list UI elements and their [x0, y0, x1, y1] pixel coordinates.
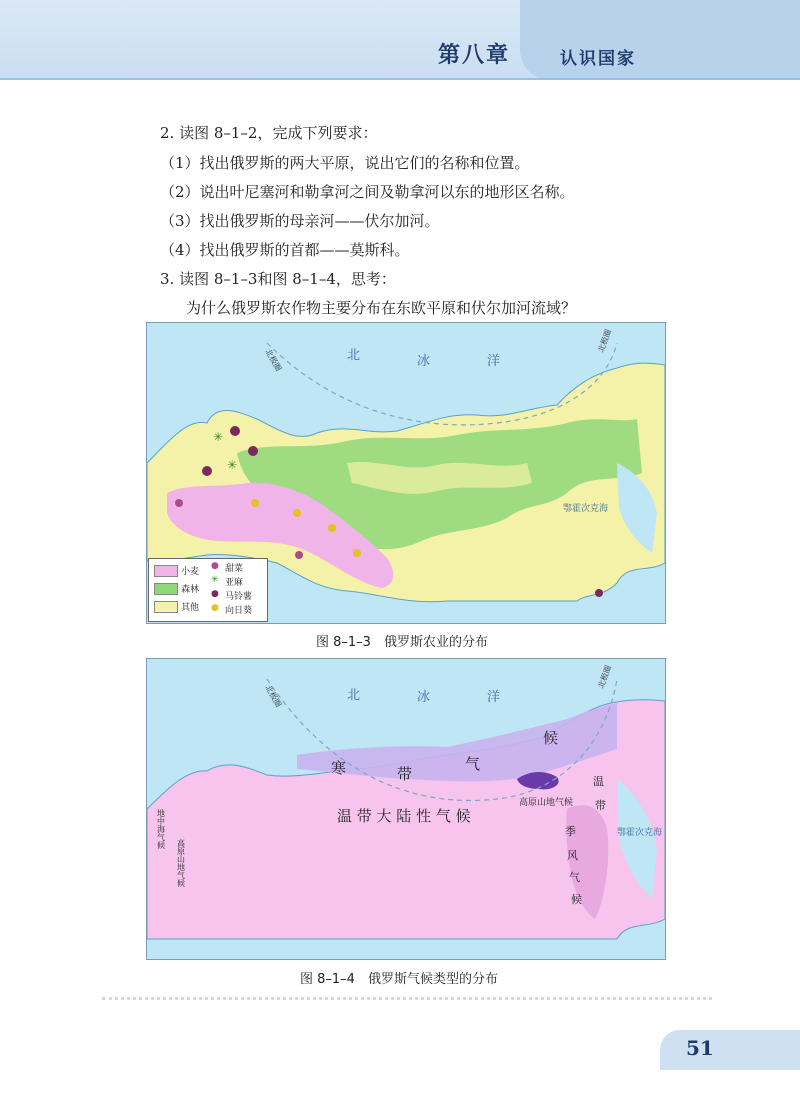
legend-label-beet: 甜菜 [225, 564, 244, 574]
label-mediterranean: 地中海气候 [156, 809, 166, 849]
legend-label-flax: 亚麻 [225, 578, 244, 588]
page-number-band [660, 1030, 800, 1070]
label-highland: 高原山地气候 [519, 798, 574, 808]
label-north: 北 [347, 348, 361, 363]
section-title: 认识国家 [560, 49, 636, 69]
legend-label-sunflower: 向日葵 [225, 606, 253, 616]
beet-icon: ● [211, 561, 219, 571]
label-monsoon-3: 季 [565, 825, 576, 838]
label-arctic-e: 北极圈 [596, 328, 614, 354]
header-divider [0, 78, 800, 80]
label-monsoon-6: 候 [571, 893, 582, 906]
page-number: 51 [686, 1036, 714, 1060]
label-monsoon-4: 风 [567, 849, 578, 862]
label-cold: 寒 [331, 759, 347, 777]
potato-icon [230, 426, 240, 436]
flax-icon: ✳ [211, 575, 219, 585]
map2-caption: 图 8–1–4 俄罗斯气候类型的分布 [300, 972, 498, 987]
legend-label-other: 其他 [181, 603, 200, 613]
label-monsoon-2: 带 [595, 799, 606, 812]
map1-caption: 图 8–1–3 俄罗斯农业的分布 [316, 635, 488, 650]
label-arctic-w: 北极圈 [263, 683, 284, 709]
beet-icon [295, 551, 303, 559]
footer-divider [102, 997, 712, 1000]
label-arctic-e: 北极圈 [596, 664, 614, 690]
flax-icon: ✳ [213, 430, 224, 444]
agriculture-map-legend [148, 558, 268, 622]
potato-icon [595, 589, 603, 597]
sunflower-icon [353, 549, 361, 557]
legend-label-potato: 马铃薯 [225, 592, 253, 602]
label-hou: 候 [543, 729, 559, 747]
label-ice: 冰 [417, 354, 431, 369]
label-highland-w: 高原山地气候 [176, 839, 186, 887]
legend-swatch-forest [154, 583, 178, 595]
label-temperate-continental: 温 带 大 陆 性 气 候 [337, 807, 471, 825]
legend-label-forest: 森林 [181, 585, 200, 595]
question-2-3: （3）找出俄罗斯的母亲河——伏尔加河。 [160, 212, 440, 230]
label-okhotsk: 鄂霍次克海 [563, 504, 609, 514]
potato-icon [248, 446, 258, 456]
label-ocean: 洋 [487, 354, 501, 369]
label-ice: 冰 [417, 690, 431, 705]
chapter-title: 第八章 [438, 42, 511, 68]
flax-icon: ✳ [227, 458, 238, 472]
label-monsoon-1: 温 [593, 775, 604, 788]
legend-swatch-wheat [154, 565, 178, 577]
question-3: 3. 读图 8–1–3和图 8–1–4，思考： [160, 270, 396, 288]
label-north: 北 [347, 688, 361, 703]
question-2-4: （4）找出俄罗斯的首都——莫斯科。 [160, 241, 410, 259]
sunflower-icon [251, 499, 259, 507]
potato-icon: ● [211, 589, 219, 599]
label-qi: 气 [465, 755, 481, 773]
question-3-text: 为什么俄罗斯农作物主要分布在东欧平原和伏尔加河流域？ [186, 299, 577, 317]
legend-swatch-other [154, 601, 178, 613]
question-2: 2. 读图 8–1–2，完成下列要求： [160, 124, 378, 142]
legend-label-wheat: 小麦 [181, 567, 200, 577]
climate-map-svg [147, 659, 665, 959]
sunflower-icon [293, 509, 301, 517]
label-ocean: 洋 [487, 690, 501, 705]
question-2-1: （1）找出俄罗斯的两大平原，说出它们的名称和位置。 [160, 154, 530, 172]
label-arctic-w: 北极圈 [263, 347, 284, 373]
potato-icon [202, 466, 212, 476]
question-2-2: （2）说出叶尼塞河和勒拿河之间及勒拿河以东的地形区名称。 [160, 183, 575, 201]
label-monsoon-5: 气 [569, 871, 580, 884]
label-belt: 带 [397, 765, 413, 783]
label-okhotsk: 鄂霍次克海 [617, 828, 663, 838]
climate-map [146, 658, 666, 960]
sunflower-icon [328, 524, 336, 532]
beet-icon [175, 499, 183, 507]
sunflower-icon: ● [211, 603, 219, 613]
